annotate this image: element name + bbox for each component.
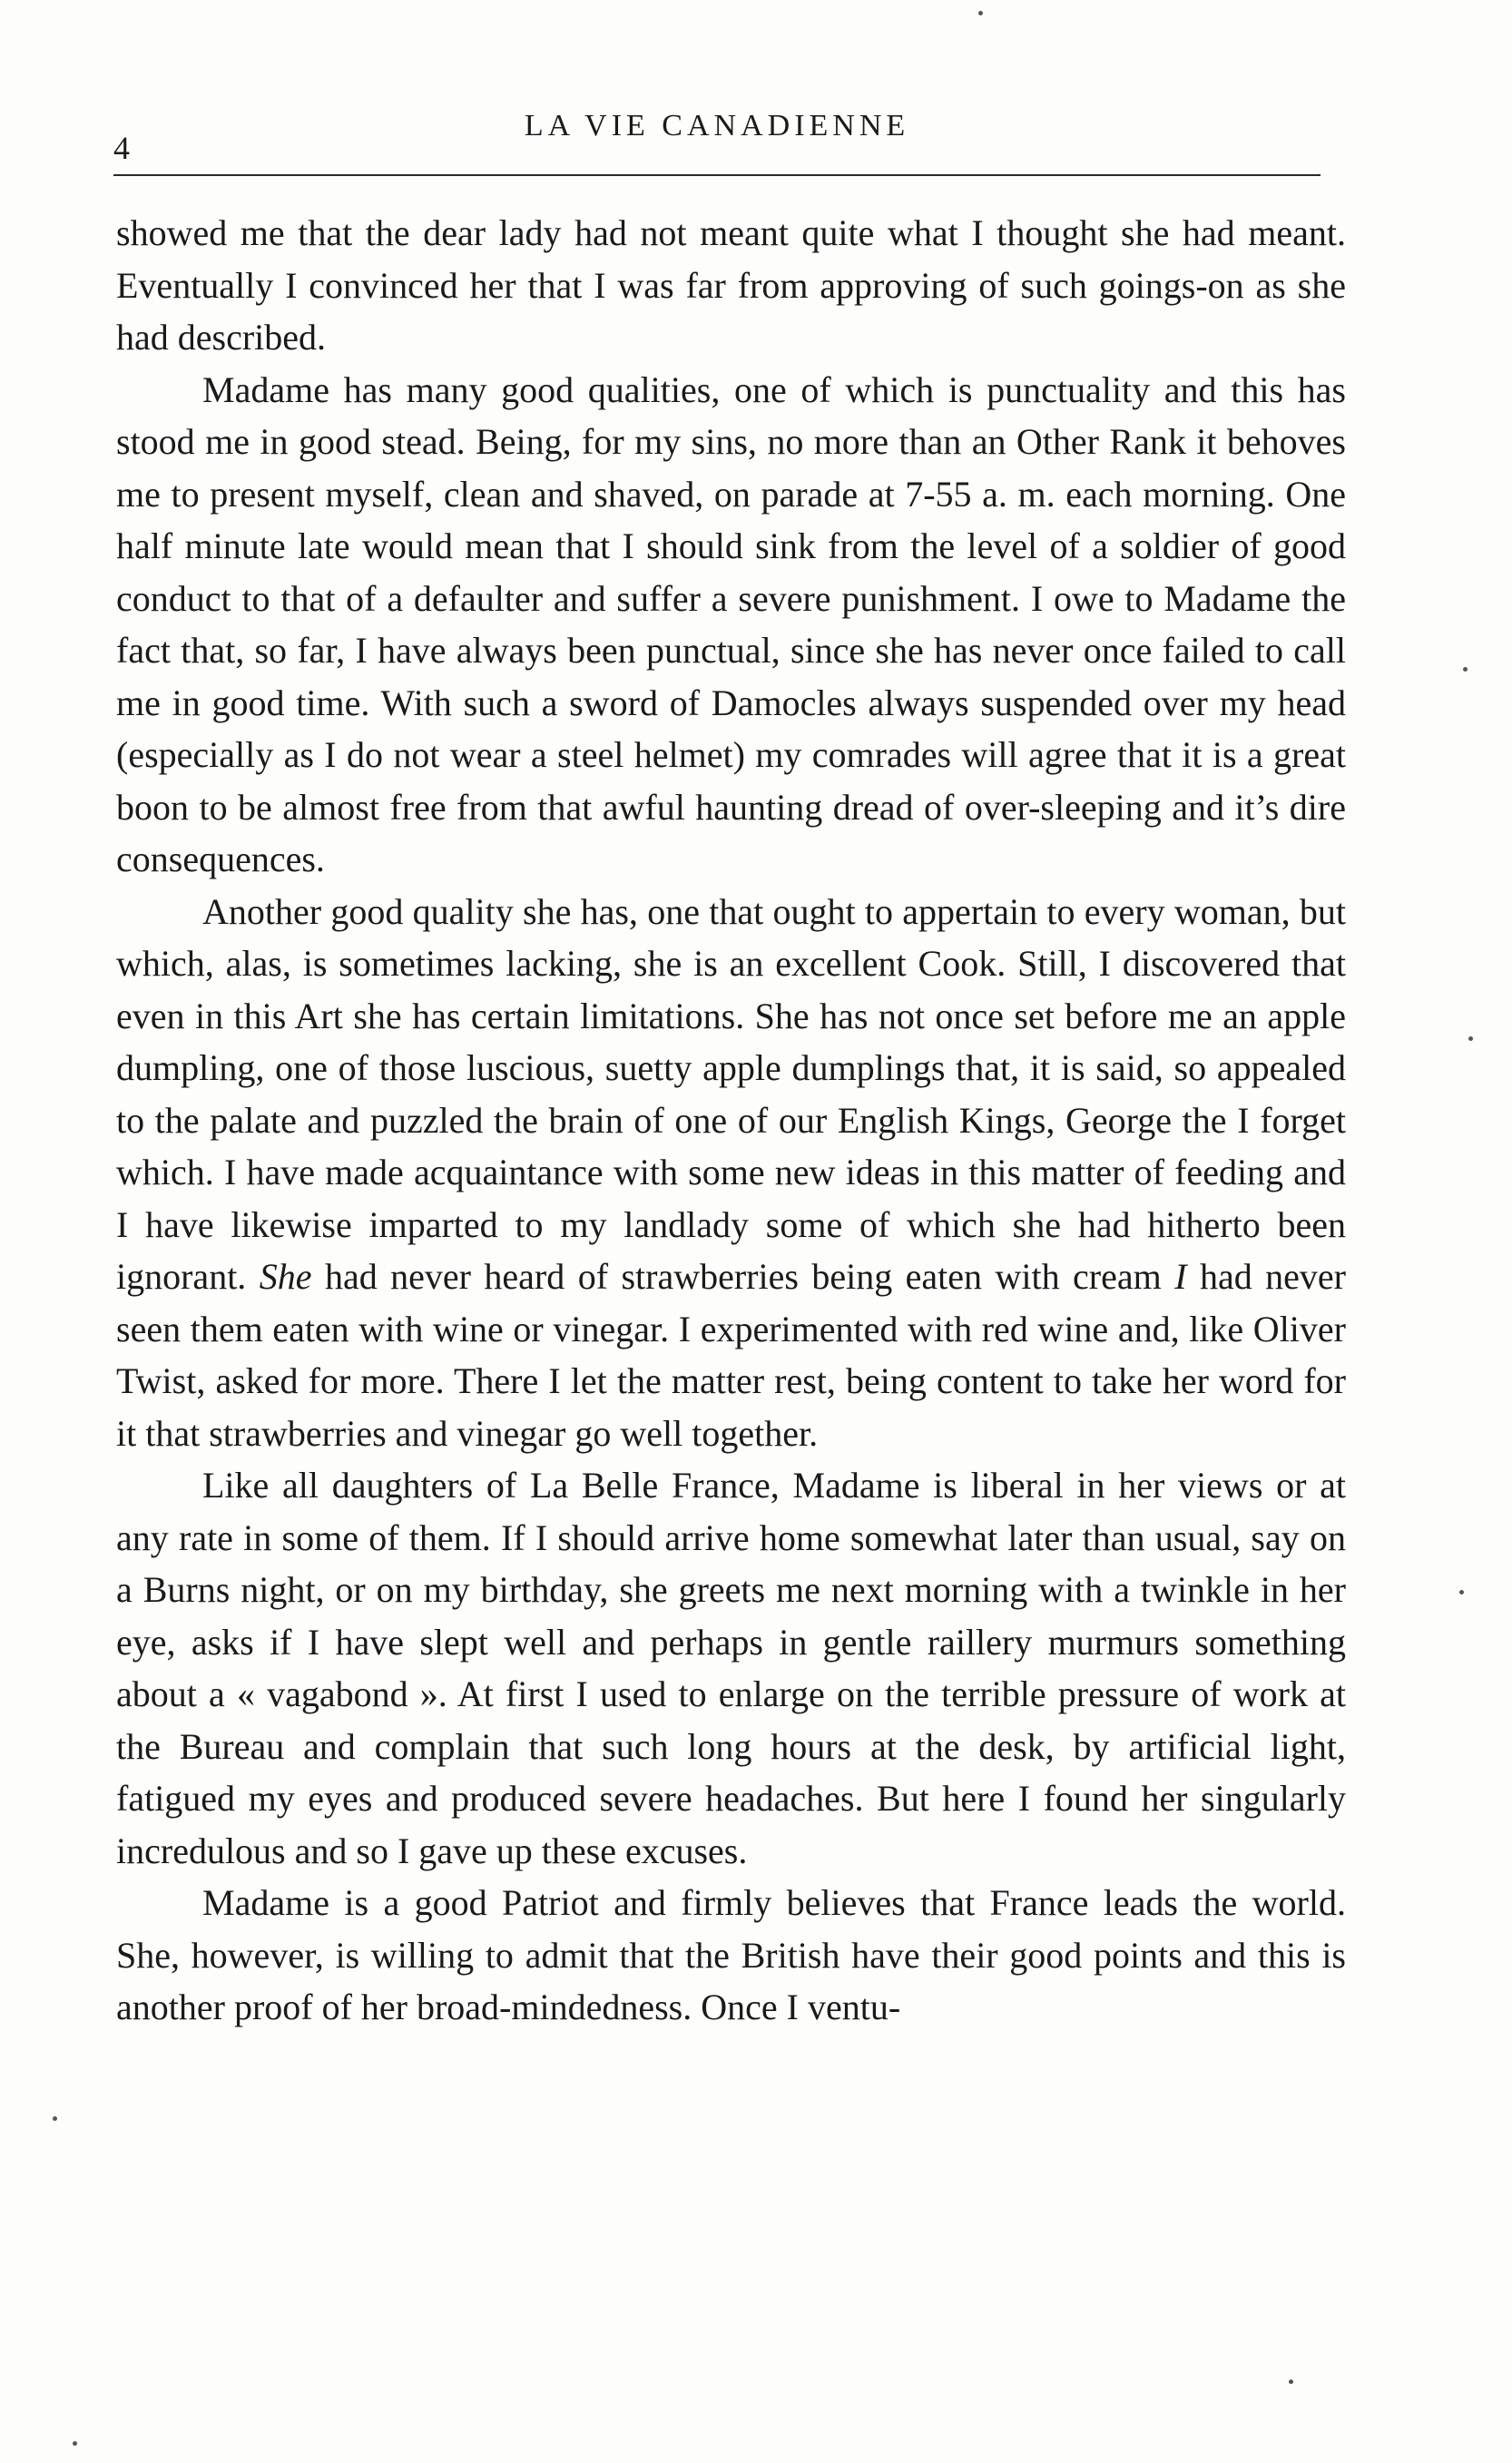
paragraph-3-text-c: had never seen them eaten with wine or vinegar. I experimented with red wine and, like Oliver Twist, asked for more. There I let the matter rest, being content to take her word for it that strawberries and vinegar go well together.: [116, 1256, 1346, 1454]
paragraph-3-text-b: had never heard of strawberries being eaten with cream: [311, 1256, 1175, 1297]
page-number: 4: [113, 130, 131, 166]
scan-speck: [1468, 1036, 1473, 1041]
paragraph-1: showed me that the dear lady had not meant quite what I thought she had meant. Eventually I convinced her that I was far from approving of such goings-on as she had described.: [116, 212, 1346, 358]
paragraph-3-italic-she: She: [259, 1256, 312, 1297]
paragraph-3-text-a: Another good quality she has, one that ought to appertain to every woman, but which, alas, is sometimes lacking, she is an excellent Cook. Still, I discovered that even in this Art she has certain limitations. She has not once set before me an apple dumpling, one of those luscious, suetty apple dumplings that, it is said, so appealed to the palate and puzzled the brain of one of our English Kings, George the I forget which. I have made acquaintance with some new ideas in this matter of feeding and I have likewise imparted to my landlady some of which she had hitherto been ignorant.: [116, 890, 1346, 1297]
running-head: LA VIE CANADIENNE: [524, 109, 910, 142]
scan-speck: [978, 11, 983, 15]
paragraph-3: [116, 886, 1346, 1460]
scan-speck: [1459, 1590, 1464, 1595]
paragraph-5: Madame is a good Patriot and firmly believes that France leads the world. She, however, is willing to admit that the British have their good points and this is another proof of her broad-mindedness. Once I ventu-: [116, 1882, 1346, 2027]
body-text: [116, 207, 1346, 2034]
scan-speck: [1463, 667, 1468, 672]
paragraph-4: Like all daughters of La Belle France, Madame is liberal in her views or at any rate in some of them. If I should arrive home somewhat later than usual, say on a Burns night, or on my birthday, she greets me next morning with a twinkle in her eye, asks if I have slept well and perhaps in gentle raillery murmurs something about a « vagabond ». At first I used to enlarge on the terrible pressure of work at the Bureau and complain that such long hours at the desk, by artificial light, fatigued my eyes and produced severe headaches. But here I found her singularly incredulous and so I gave up these excuses.: [116, 1465, 1346, 1871]
scan-speck: [73, 2441, 77, 2446]
scan-speck: [53, 2116, 57, 2121]
header-rule: [113, 174, 1321, 176]
paragraph-2: Madame has many good qualities, one of which is punctuality and this has stood me in good stead. Being, for my sins, no more than an Other Rank it behoves me to present myself, clean and shaved, on parade at 7-55 a. m. each morning. One half minute late would mean that I should sink from the level of a soldier of good conduct to that of a defaulter and suffer a severe punishment. I owe to Madame the fact that, so far, I have always been punctual, since she has never once failed to call me in good time. With such a sword of Damocles always suspended over my head (especially as I do not wear a steel helmet) my comrades will agree that it is a great boon to be almost free from that awful haunting dread of over-sleeping and it’s dire consequences.: [116, 368, 1346, 879]
page-header: [113, 102, 1321, 183]
scan-speck: [1289, 2380, 1293, 2384]
paragraph-3-italic-i: I: [1174, 1256, 1187, 1297]
